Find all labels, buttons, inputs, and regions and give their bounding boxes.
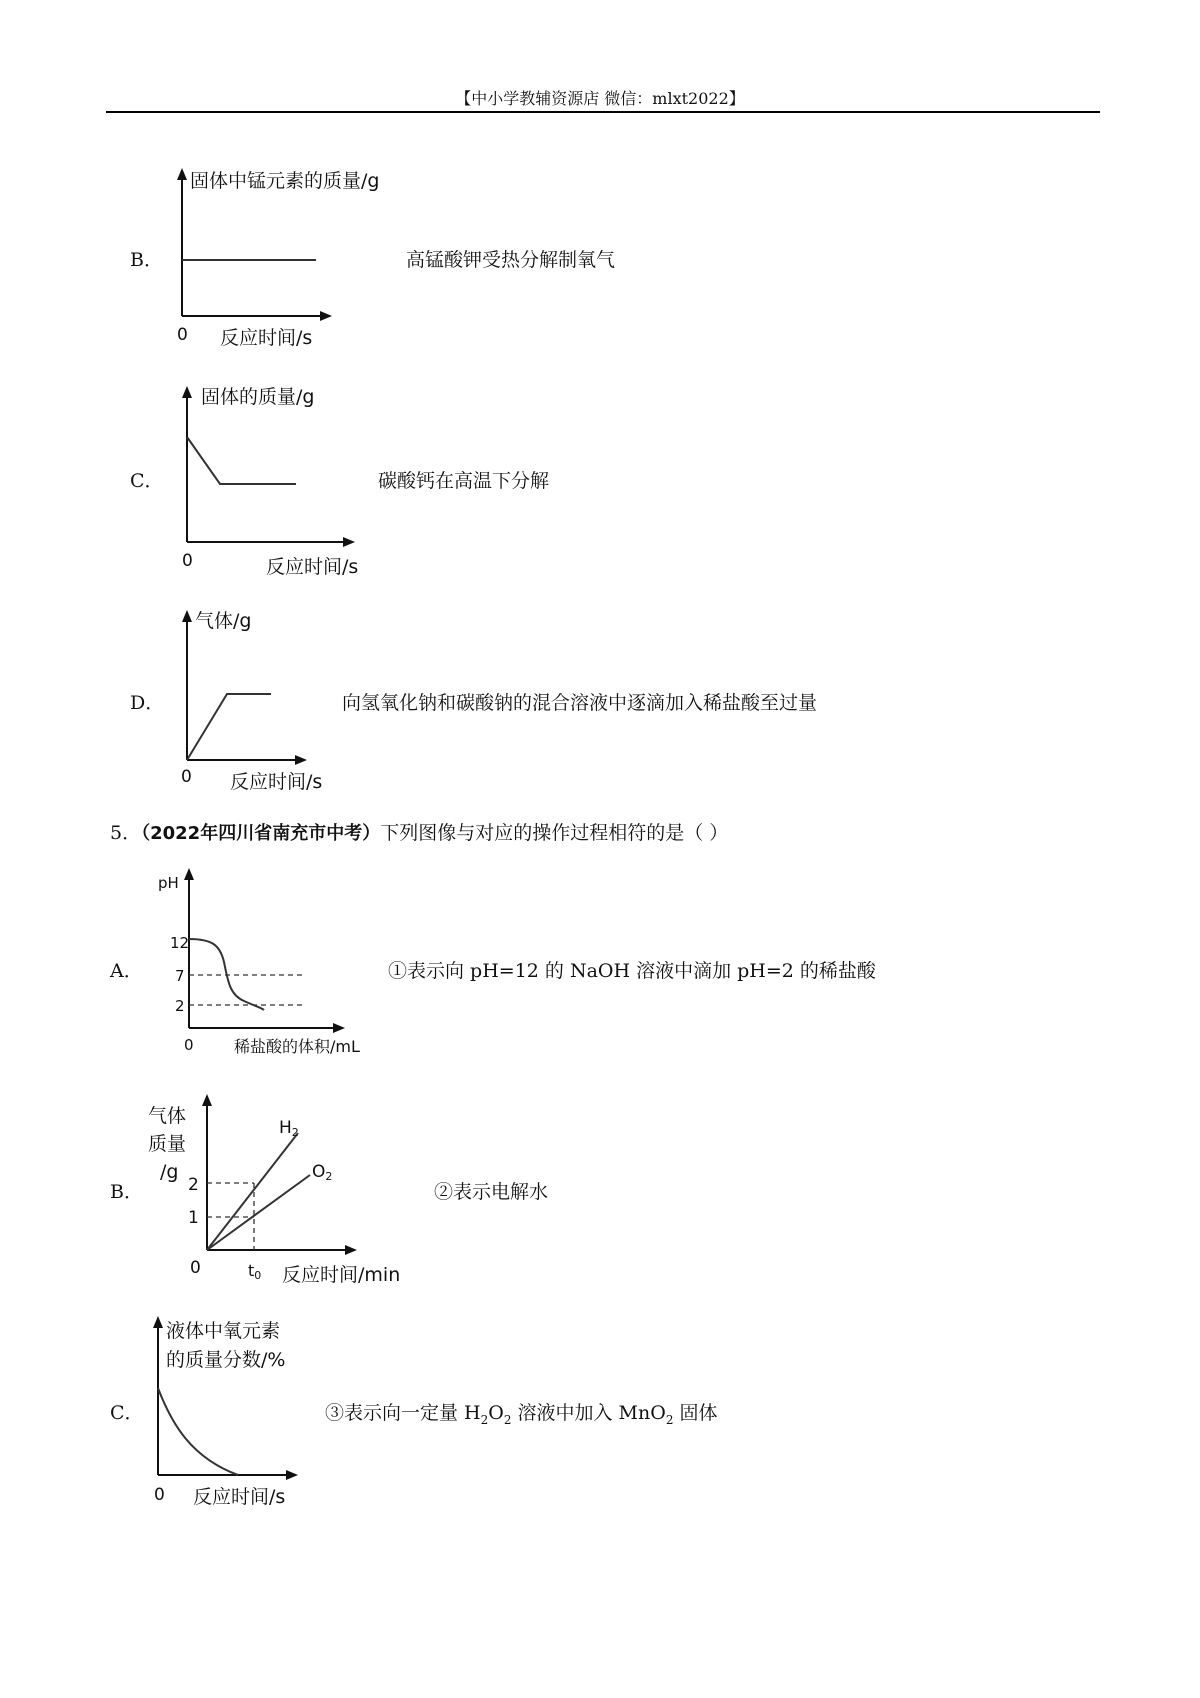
page-header: 【中小学教辅资源店 微信：mlxt2022】 [455, 89, 745, 108]
question-number: 5． [110, 822, 142, 844]
q5-option-c-label: C． [110, 1402, 144, 1424]
h2-line [207, 1133, 298, 1250]
graph-5c-oxygen-fraction [153, 1316, 298, 1508]
x-axis-arrow-icon [286, 1470, 298, 1480]
graph-d-gas-mass [181, 610, 322, 793]
q5-option-a-label: A． [110, 960, 143, 982]
series-label-o2: O2 [312, 1162, 333, 1183]
origin-label: 0 [190, 1258, 201, 1278]
graph-b-mn-mass [177, 168, 379, 349]
x-axis-arrow-icon [295, 755, 307, 765]
x-axis-label: 反应时间/s [266, 556, 359, 578]
question-text: 下列图像与对应的操作过程相符的是（ ） [380, 822, 729, 844]
x-axis-arrow-icon [320, 311, 332, 321]
x-axis-label: 反应时间/s [193, 1486, 286, 1508]
q5-option-b-description: ②表示电解水 [434, 1181, 549, 1203]
y-tick-2: 2 [188, 1175, 199, 1195]
q5-option-b-label: B． [110, 1181, 143, 1203]
y-axis-arrow-icon [202, 1094, 212, 1106]
question-source: （2022年四川省南充市中考） [141, 823, 381, 844]
y-axis-arrow-icon [182, 386, 192, 398]
origin-label: 0 [181, 767, 192, 787]
y-axis-label-line-1: 液体中氧元素 [166, 1320, 281, 1342]
x-axis-label: 反应时间/s [220, 327, 313, 349]
y-axis-label: 固体中锰元素的质量/g [190, 170, 380, 192]
series-label-h2: H2 [279, 1118, 299, 1139]
x-axis-label: 反应时间/s [230, 771, 323, 793]
x-axis-arrow-icon [333, 1023, 345, 1033]
y-axis-label: pH [158, 874, 179, 892]
y-tick-12: 12 [170, 934, 190, 952]
y-axis-label-line-3: /g [160, 1161, 179, 1183]
x-axis-label: 稀盐酸的体积/mL [234, 1037, 360, 1056]
q5-option-c-description: ③表示向一定量 $H_2O_2$ 溶液中加入 MnO$_2$ 固体 [325, 1402, 718, 1427]
o2-line [207, 1175, 310, 1250]
y-axis-label-line-2: 质量 [148, 1133, 187, 1155]
option-b-description: 高锰酸钾受热分解制氧气 [406, 249, 616, 271]
graph-5b-electrolysis [148, 1094, 400, 1286]
option-c-label: C． [130, 470, 164, 492]
solid-mass-curve [187, 437, 296, 484]
q5-option-a-description: ①表示向 pH=12 的 NaOH 溶液中滴加 pH=2 的稀盐酸 [388, 960, 876, 982]
origin-label: 0 [184, 1036, 194, 1054]
option-d-description: 向氢氧化钠和碳酸钠的混合溶液中逐滴加入稀盐酸至过量 [342, 692, 818, 714]
option-b-label: B． [130, 249, 163, 271]
option-d-label: D． [130, 692, 165, 714]
y-axis-label-line-2: 的质量分数/% [166, 1349, 286, 1371]
x-axis-label: 反应时间/min [282, 1264, 401, 1286]
y-tick-2: 2 [175, 997, 185, 1015]
oxygen-fraction-curve [158, 1388, 238, 1475]
x-axis-arrow-icon [345, 1245, 357, 1255]
y-axis-arrow-icon [182, 610, 192, 622]
y-axis-arrow-icon [153, 1316, 163, 1328]
y-tick-7: 7 [175, 967, 185, 985]
y-axis-arrow-icon [184, 868, 194, 880]
y-axis-label: 气体/g [195, 610, 252, 632]
origin-label: 0 [177, 325, 188, 345]
gas-mass-curve [187, 694, 271, 760]
graph-5a-ph [158, 868, 360, 1056]
origin-label: 0 [182, 551, 193, 571]
y-tick-1: 1 [188, 1208, 199, 1228]
y-axis-label: 固体的质量/g [201, 386, 315, 408]
y-axis-label-line-1: 气体 [148, 1105, 187, 1127]
graph-c-solid-mass [182, 386, 358, 578]
x-axis-arrow-icon [343, 537, 355, 547]
y-axis-arrow-icon [177, 168, 187, 180]
x-tick-t0: t0 [248, 1261, 262, 1282]
option-c-description: 碳酸钙在高温下分解 [378, 470, 550, 492]
origin-label: 0 [154, 1485, 165, 1505]
